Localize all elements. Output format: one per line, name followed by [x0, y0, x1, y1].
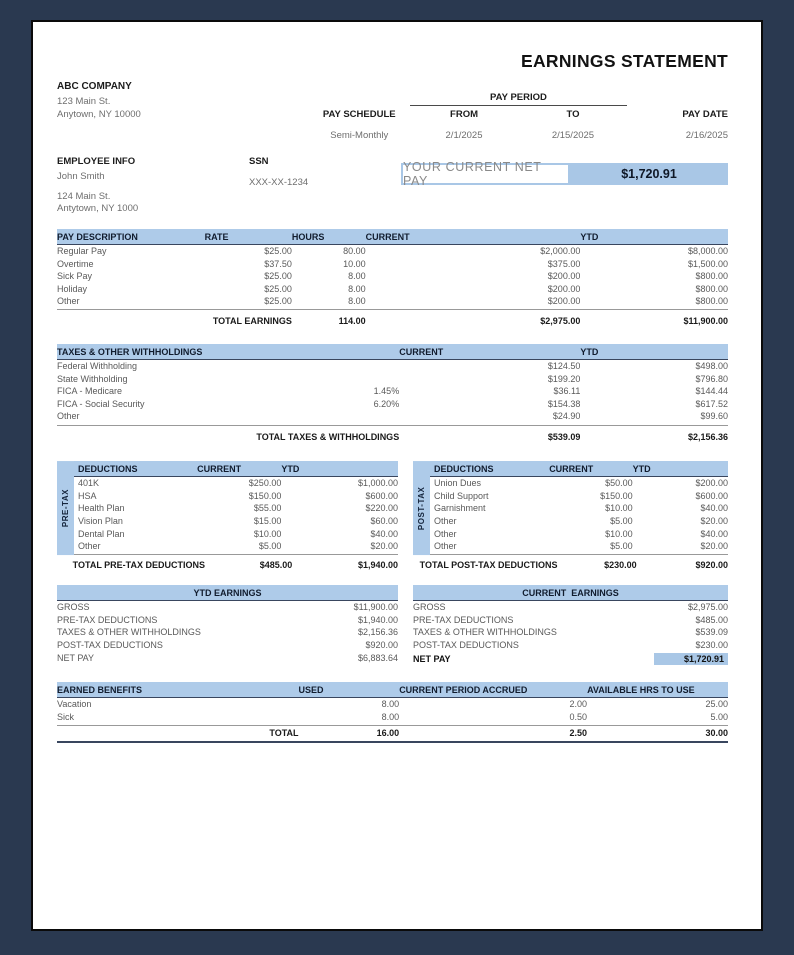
- col-header: CURRENT: [197, 461, 281, 477]
- cell: $154.38: [547, 398, 581, 409]
- col-header: CURRENT: [399, 344, 580, 360]
- net-pay-banner: [401, 160, 728, 188]
- cell: 5.00: [587, 711, 728, 726]
- total-available: 30.00: [587, 725, 728, 742]
- page-title: EARNINGS STATEMENT: [521, 51, 728, 71]
- cell: 8.00: [292, 295, 366, 310]
- table-row: [413, 601, 728, 614]
- cell: $485.00: [695, 614, 728, 625]
- cell: $796.80: [695, 373, 728, 384]
- col-header: TAXES & OTHER WITHHOLDINGS: [57, 344, 399, 360]
- cell: $200.00: [547, 271, 581, 282]
- total-label: TOTAL POST-TAX DEDUCTIONS: [419, 560, 558, 571]
- benefits-table: [57, 682, 728, 743]
- cell: $5.00: [197, 540, 281, 555]
- posttax-deductions-table: [430, 461, 728, 555]
- ytd-earnings-table: [57, 585, 398, 664]
- company-block: [57, 81, 309, 121]
- net-pay-label: NET PAY: [413, 653, 451, 664]
- table-row: [74, 477, 398, 490]
- total-current: $2,975.00: [540, 316, 581, 327]
- cell: GROSS: [57, 602, 90, 613]
- cell: TAXES & OTHER WITHHOLDINGS: [57, 627, 201, 638]
- employee-info-block: [57, 156, 249, 215]
- cell: $40.00: [370, 528, 398, 539]
- cell: $250.00: [248, 478, 282, 489]
- cell: Federal Withholding: [57, 361, 138, 372]
- total-current: $485.00: [259, 560, 293, 571]
- ytd-earnings-block: [57, 585, 398, 666]
- cell: $10.00: [605, 528, 633, 539]
- table-row: [57, 639, 398, 652]
- cell: $2,156.36: [357, 627, 398, 638]
- header-section: [57, 81, 728, 141]
- company-address-2: Anytown, NY 10000: [57, 109, 141, 120]
- employee-section: [57, 156, 728, 215]
- table-header-row: [57, 229, 728, 245]
- cell: $25.00: [264, 283, 292, 294]
- total-ytd: $11,900.00: [683, 316, 728, 327]
- cell: $1,000.00: [357, 478, 398, 489]
- cell: $539.09: [695, 627, 728, 638]
- section-title: CURRENT EARNINGS: [413, 585, 728, 601]
- cell: $150.00: [248, 490, 282, 501]
- pretax-deductions-block: [57, 461, 398, 571]
- cell: 10.00: [343, 258, 366, 269]
- cell: $20.00: [633, 540, 728, 555]
- table-header-row: [57, 682, 728, 698]
- total-ytd: $1,940.00: [357, 560, 398, 571]
- cell: $498.00: [695, 361, 728, 372]
- cell: [258, 410, 399, 425]
- cell: $99.60: [580, 410, 728, 425]
- pay-schedule-label: PAY SCHEDULE: [322, 108, 396, 120]
- net-pay-highlight: $1,720.91: [654, 653, 728, 666]
- cell: 8.00: [348, 283, 366, 294]
- section-title: YTD EARNINGS: [57, 585, 398, 601]
- cell: $200.00: [547, 283, 581, 294]
- total-row: [57, 310, 728, 328]
- col-header: RATE: [205, 229, 292, 245]
- cell: [258, 373, 399, 386]
- posttax-deductions-block: [413, 461, 728, 571]
- cell: Sick: [57, 711, 299, 726]
- table-row: [57, 601, 398, 614]
- cell: $800.00: [695, 283, 728, 294]
- table-row: [430, 490, 728, 503]
- cell: $2,000.00: [540, 246, 581, 256]
- table-row: [413, 614, 728, 627]
- cell: PRE-TAX DEDUCTIONS: [57, 614, 158, 625]
- cell: $2,975.00: [687, 602, 728, 613]
- cell: FICA - Social Security: [57, 398, 145, 409]
- col-header: PAY DESCRIPTION: [57, 229, 205, 245]
- table-row: [57, 245, 728, 258]
- col-header: YTD: [580, 229, 728, 245]
- cell: $20.00: [700, 515, 728, 526]
- cell: $600.00: [365, 490, 398, 501]
- cell: $199.20: [547, 373, 581, 384]
- cell: $15.00: [253, 515, 282, 526]
- col-header: EARNED BENEFITS: [57, 682, 299, 698]
- to-value: 2/15/2025: [551, 130, 595, 141]
- total-label: TOTAL TAXES & WITHHOLDINGS: [256, 431, 400, 442]
- total-label: TOTAL EARNINGS: [212, 316, 292, 327]
- table-row: [430, 515, 728, 528]
- cell: $40.00: [700, 528, 728, 539]
- col-header: DEDUCTIONS: [430, 461, 549, 477]
- ssn-block: [249, 156, 401, 189]
- total-ytd: $2,156.36: [687, 431, 728, 442]
- table-header-row: [57, 585, 398, 601]
- cell: $220.00: [365, 503, 398, 514]
- cell: 0.50: [399, 711, 587, 726]
- col-header: YTD: [281, 461, 398, 477]
- cell: FICA - Medicare: [57, 386, 123, 397]
- total-current: $230.00: [604, 560, 637, 571]
- cell: $55.00: [253, 503, 282, 514]
- total-row: [57, 425, 728, 443]
- cell: NET PAY: [57, 652, 95, 663]
- cell: 1.45%: [373, 386, 400, 397]
- table-row: [57, 652, 398, 665]
- table-row: [57, 626, 398, 639]
- cell: 8.00: [348, 271, 366, 282]
- pay-date-label: PAY DATE: [682, 108, 728, 120]
- table-row: [57, 295, 728, 310]
- table-row: [430, 528, 728, 541]
- cell: $144.44: [695, 386, 728, 397]
- total-current: $539.09: [547, 431, 581, 442]
- summary-section: [57, 585, 728, 666]
- total-accrued: 2.50: [399, 725, 587, 742]
- cell: Other: [57, 410, 258, 425]
- table-row: [430, 502, 728, 515]
- table-row: [74, 490, 398, 503]
- table-row: [309, 92, 728, 106]
- cell: $20.00: [281, 540, 398, 555]
- cell: $200.00: [695, 478, 728, 489]
- cell: $10.00: [605, 503, 633, 514]
- cell: Regular Pay: [57, 246, 107, 256]
- total-used: 16.00: [299, 725, 400, 742]
- cell: [258, 360, 399, 373]
- net-pay-banner-label: YOUR CURRENT NET PAY: [401, 163, 570, 185]
- table-row: [57, 711, 728, 726]
- cell: Other: [57, 295, 205, 310]
- col-header: YTD: [580, 344, 728, 360]
- cell: $800.00: [695, 271, 728, 282]
- table-row: [74, 540, 398, 555]
- posttax-total-row: [413, 559, 728, 571]
- total-label: TOTAL: [57, 725, 299, 742]
- col-header: DEDUCTIONS: [74, 461, 197, 477]
- table-row: [74, 515, 398, 528]
- cell: $600.00: [695, 490, 728, 501]
- cell: 8.00: [381, 699, 400, 710]
- cell: $36.11: [553, 386, 581, 397]
- cell: $50.00: [605, 478, 633, 489]
- col-header: HOURS: [292, 229, 366, 245]
- net-pay-row: [413, 652, 728, 667]
- cell: $375.00: [547, 258, 581, 269]
- cell: $25.00: [264, 271, 292, 282]
- cell: $920.00: [365, 639, 398, 650]
- from-label: FROM: [450, 109, 478, 120]
- table-row: [57, 283, 728, 296]
- cell: $37.50: [264, 258, 292, 269]
- cell: Other: [430, 540, 549, 555]
- cell: TAXES & OTHER WITHHOLDINGS: [413, 627, 557, 638]
- cell: Union Dues: [434, 478, 482, 489]
- cell: $5.00: [610, 515, 633, 526]
- cell: $200.00: [366, 295, 581, 310]
- table-row: [309, 106, 728, 121]
- cell: 25.00: [705, 699, 728, 710]
- cell: Dental Plan: [78, 528, 125, 539]
- table-row: [430, 477, 728, 490]
- table-row: [74, 502, 398, 515]
- company-address-1: 123 Main St.: [57, 96, 111, 107]
- net-pay-banner-value: $1,720.91: [570, 163, 728, 185]
- cell: Child Support: [434, 490, 489, 501]
- table-row: [57, 614, 398, 627]
- cell: Vacation: [57, 699, 92, 710]
- ssn-label: SSN: [249, 156, 269, 167]
- cell: 6.20%: [373, 398, 400, 409]
- table-row: [57, 258, 728, 271]
- cell: 401K: [78, 478, 100, 489]
- table-row: [74, 528, 398, 541]
- current-earnings-block: [413, 585, 728, 666]
- table-row: [57, 410, 728, 425]
- total-label: TOTAL PRE-TAX DEDUCTIONS: [72, 560, 205, 571]
- cell: $5.00: [549, 540, 632, 555]
- cell: Other: [434, 515, 457, 526]
- pay-schedule-table: [309, 92, 728, 141]
- col-header: CURRENT: [366, 229, 581, 245]
- col-header: YTD: [633, 461, 728, 477]
- cell: 8.00: [299, 711, 400, 726]
- cell: Other: [74, 540, 197, 555]
- cell: Garnishment: [434, 503, 486, 514]
- cell: $1,500.00: [687, 258, 728, 269]
- cell: $60.00: [370, 515, 398, 526]
- cell: Vision Plan: [78, 515, 123, 526]
- statement-page: [31, 20, 763, 931]
- cell: $800.00: [580, 295, 728, 310]
- pay-schedule-block: [309, 92, 728, 141]
- cell: Other: [434, 528, 457, 539]
- total-hours: 114.00: [338, 316, 366, 327]
- cell: Overtime: [57, 258, 94, 269]
- current-earnings-table: [413, 585, 728, 666]
- earnings-table: [57, 229, 728, 328]
- total-row: [57, 725, 728, 742]
- cell: GROSS: [413, 602, 446, 613]
- table-row: [57, 360, 728, 373]
- total-ytd: $920.00: [695, 560, 728, 571]
- employee-info-heading: EMPLOYEE INFO: [57, 156, 136, 167]
- table-row: [57, 698, 728, 711]
- table-row: [413, 626, 728, 639]
- employee-address-2: Antytown, NY 1000: [57, 203, 139, 214]
- cell: $617.52: [695, 398, 728, 409]
- cell: $40.00: [700, 503, 728, 514]
- pretax-total-row: [57, 559, 398, 571]
- pretax-deductions-table: [74, 461, 398, 555]
- cell: Sick Pay: [57, 271, 93, 282]
- cell: Health Plan: [78, 503, 125, 514]
- from-value: 2/1/2025: [445, 130, 483, 141]
- table-row: [57, 385, 728, 398]
- ssn-value: XXX-XX-1234: [249, 177, 309, 188]
- taxes-table: [57, 344, 728, 443]
- pay-schedule-value: Semi-Monthly: [330, 130, 389, 141]
- posttax-side-label: POST-TAX: [413, 461, 430, 555]
- pretax-side-label: PRE-TAX: [57, 461, 74, 555]
- col-header: CURRENT: [549, 461, 632, 477]
- col-header: CURRENT PERIOD ACCRUED: [399, 682, 587, 698]
- cell: 80.00: [343, 246, 366, 256]
- cell: $24.90: [399, 410, 580, 425]
- cell: HSA: [78, 490, 97, 501]
- cell: $6,883.64: [357, 652, 398, 663]
- table-header-row: [413, 585, 728, 601]
- cell: $8,000.00: [687, 246, 728, 256]
- employee-address-1: 124 Main St.: [57, 191, 111, 202]
- cell: Holiday: [57, 283, 88, 294]
- table-row: [309, 120, 728, 141]
- to-label: TO: [566, 109, 580, 120]
- cell: $124.50: [547, 361, 581, 372]
- cell: 2.00: [569, 699, 588, 710]
- table-row: [413, 639, 728, 652]
- table-row: [430, 540, 728, 555]
- table-header-row: [430, 461, 728, 477]
- table-row: [57, 373, 728, 386]
- cell: $230.00: [695, 639, 728, 650]
- cell: POST-TAX DEDUCTIONS: [57, 639, 163, 650]
- cell: State Withholding: [57, 373, 128, 384]
- cell: $1,940.00: [357, 614, 398, 625]
- cell: PRE-TAX DEDUCTIONS: [413, 614, 514, 625]
- table-row: [57, 398, 728, 411]
- cell: $10.00: [253, 528, 282, 539]
- cell: $11,900.00: [353, 602, 398, 613]
- col-header: USED: [299, 682, 400, 698]
- deductions-section: [57, 461, 728, 571]
- table-header-row: [74, 461, 398, 477]
- col-header: AVAILABLE HRS TO USE: [587, 682, 728, 698]
- cell: POST-TAX DEDUCTIONS: [413, 639, 519, 650]
- cell: $25.00: [205, 295, 292, 310]
- employee-name: John Smith: [57, 171, 105, 182]
- pay-date-value: 2/16/2025: [685, 130, 728, 141]
- cell: $150.00: [600, 490, 633, 501]
- pay-period-label: PAY PERIOD: [410, 92, 628, 106]
- table-header-row: [57, 344, 728, 360]
- cell: $25.00: [264, 246, 292, 256]
- company-name: ABC COMPANY: [57, 81, 132, 92]
- table-row: [57, 270, 728, 283]
